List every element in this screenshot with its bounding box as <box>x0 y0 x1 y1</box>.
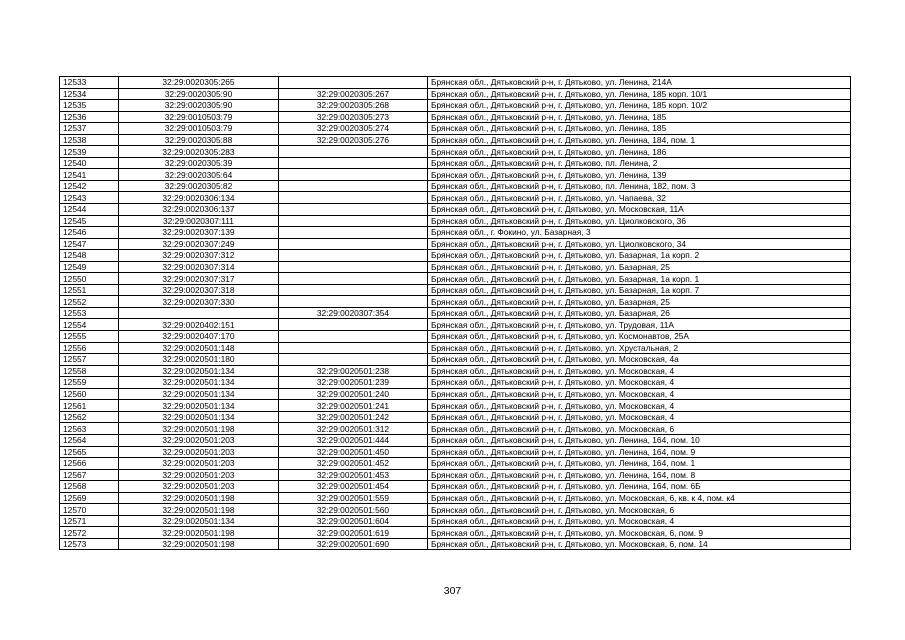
table-row <box>60 423 851 435</box>
table-row <box>60 169 851 181</box>
table-row <box>60 469 851 481</box>
cadastral-number-cell: 32:29:0020305:90 <box>119 100 279 112</box>
cadastral-number-cell: 32:29:0020501:198 <box>119 527 279 539</box>
table-row <box>60 538 851 550</box>
cadastral-number-cell: 32:29:0020307:318 <box>119 284 279 296</box>
address-cell: Брянская обл., Дятьковский р-н, г. Дятьково, ул. Ленина, 164, пом. 6Б <box>428 481 851 493</box>
record-number-cell: 12572 <box>60 527 119 539</box>
cadastral-number-cell: 32:29:0020307:314 <box>119 261 279 273</box>
address-cell: Брянская обл., Дятьковский р-н, г. Дятьково, ул. Ленина, 185 корп. 10/1 <box>428 88 851 100</box>
cadastral-number-cell: 32:29:0020305:39 <box>119 157 279 169</box>
table-row <box>60 515 851 527</box>
address-cell: Брянская обл., Дятьковский р-н, г. Дятьково, ул. Базарная, 1а корп. 1 <box>428 273 851 285</box>
record-number-cell: 12559 <box>60 377 119 389</box>
table-row <box>60 238 851 250</box>
related-cadastral-number-cell: 32:29:0020501:604 <box>279 515 428 527</box>
address-cell: Брянская обл., Дятьковский р-н, г. Дятьково, ул. Московская, 11А <box>428 204 851 216</box>
related-cadastral-number-cell: 32:29:0020501:453 <box>279 469 428 481</box>
registry-body <box>60 77 851 550</box>
cadastral-number-cell: 32:29:0020307:312 <box>119 250 279 262</box>
table-row <box>60 273 851 285</box>
table-row <box>60 504 851 516</box>
record-number-cell: 12550 <box>60 273 119 285</box>
record-number-cell: 12571 <box>60 515 119 527</box>
address-cell: Брянская обл., Дятьковский р-н, г. Дятьково, ул. Московская, 4 <box>428 515 851 527</box>
related-cadastral-number-cell <box>279 146 428 158</box>
cadastral-number-cell: 32:29:0020501:134 <box>119 515 279 527</box>
record-number-cell: 12558 <box>60 365 119 377</box>
address-cell: Брянская обл., Дятьковский р-н, г. Дятьково, ул. Циолковского, 36 <box>428 215 851 227</box>
record-number-cell: 12544 <box>60 204 119 216</box>
record-number-cell: 12570 <box>60 504 119 516</box>
record-number-cell: 12555 <box>60 331 119 343</box>
table-row <box>60 446 851 458</box>
related-cadastral-number-cell <box>279 250 428 262</box>
related-cadastral-number-cell <box>279 180 428 192</box>
table-row <box>60 284 851 296</box>
record-number-cell: 12549 <box>60 261 119 273</box>
cadastral-number-cell: 32:29:0020501:198 <box>119 538 279 550</box>
record-number-cell: 12556 <box>60 342 119 354</box>
record-number-cell: 12552 <box>60 296 119 308</box>
cadastral-number-cell: 32:29:0020501:203 <box>119 446 279 458</box>
table-row <box>60 77 851 89</box>
related-cadastral-number-cell: 32:29:0020501:444 <box>279 434 428 446</box>
record-number-cell: 12560 <box>60 388 119 400</box>
address-cell: Брянская обл., Дятьковский р-н, г. Дятьково, ул. Базарная, 1а корп. 7 <box>428 284 851 296</box>
related-cadastral-number-cell <box>279 284 428 296</box>
address-cell: Брянская обл., Дятьковский р-н, г. Дятьково, ул. Московская, 6, кв. к 4, пом. к4 <box>428 492 851 504</box>
related-cadastral-number-cell <box>279 77 428 89</box>
record-number-cell: 12535 <box>60 100 119 112</box>
cadastral-number-cell: 32:29:0010503:79 <box>119 111 279 123</box>
address-cell: Брянская обл., Дятьковский р-н, г. Дятьково, ул. Ленина, 139 <box>428 169 851 181</box>
table-row <box>60 319 851 331</box>
related-cadastral-number-cell <box>279 215 428 227</box>
related-cadastral-number-cell: 32:29:0020305:273 <box>279 111 428 123</box>
related-cadastral-number-cell: 32:29:0020501:559 <box>279 492 428 504</box>
table-row <box>60 331 851 343</box>
address-cell: Брянская обл., Дятьковский р-н, г. Дятьково, ул. Ленина, 185 <box>428 111 851 123</box>
record-number-cell: 12562 <box>60 411 119 423</box>
address-cell: Брянская обл., Дятьковский р-н, г. Дятьково, ул. Ленина, 184, пом. 1 <box>428 134 851 146</box>
address-cell: Брянская обл., Дятьковский р-н, г. Дятьково, ул. Ленина, 164, пом. 9 <box>428 446 851 458</box>
cadastral-number-cell: 32:29:0020305:90 <box>119 88 279 100</box>
record-number-cell: 12539 <box>60 146 119 158</box>
related-cadastral-number-cell <box>279 227 428 239</box>
record-number-cell: 12538 <box>60 134 119 146</box>
cadastral-number-cell: 32:29:0020307:330 <box>119 296 279 308</box>
address-cell: Брянская обл., Дятьковский р-н, г. Дятьково, ул. Ленина, 185 корп. 10/2 <box>428 100 851 112</box>
cadastral-number-cell: 32:29:0020305:265 <box>119 77 279 89</box>
address-cell: Брянская обл., Дятьковский р-н, г. Дятьково, ул. Чапаева, 32 <box>428 192 851 204</box>
table-row <box>60 365 851 377</box>
record-number-cell: 12551 <box>60 284 119 296</box>
registry-table <box>59 76 851 550</box>
table-row <box>60 296 851 308</box>
address-cell: Брянская обл., Дятьковский р-н, г. Дятьково, ул. Московская, 6 <box>428 423 851 435</box>
table-row <box>60 307 851 319</box>
related-cadastral-number-cell <box>279 319 428 331</box>
related-cadastral-number-cell: 32:29:0020305:267 <box>279 88 428 100</box>
address-cell: Брянская обл., Дятьковский р-н, г. Дятьково, ул. Ленина, 185 <box>428 123 851 135</box>
related-cadastral-number-cell: 32:29:0020501:312 <box>279 423 428 435</box>
cadastral-number-cell: 32:29:0020501:198 <box>119 492 279 504</box>
cadastral-number-cell: 32:29:0020402:151 <box>119 319 279 331</box>
table-row <box>60 250 851 262</box>
cadastral-number-cell: 32:29:0020307:139 <box>119 227 279 239</box>
record-number-cell: 12542 <box>60 180 119 192</box>
cadastral-number-cell: 32:29:0020501:134 <box>119 411 279 423</box>
table-row <box>60 88 851 100</box>
address-cell: Брянская обл., Дятьковский р-н, г. Дятьково, ул. Хрустальная, 2 <box>428 342 851 354</box>
table-row <box>60 111 851 123</box>
cadastral-number-cell: 32:29:0020501:134 <box>119 388 279 400</box>
related-cadastral-number-cell <box>279 204 428 216</box>
related-cadastral-number-cell <box>279 238 428 250</box>
address-cell: Брянская обл., Дятьковский р-н, г. Дятьково, ул. Циолковского, 34 <box>428 238 851 250</box>
page-number: 307 <box>443 585 462 597</box>
record-number-cell: 12566 <box>60 458 119 470</box>
cadastral-number-cell: 32:29:0020501:203 <box>119 481 279 493</box>
address-cell: Брянская обл., Дятьковский р-н, г. Дятьково, ул. Московская, 4 <box>428 388 851 400</box>
cadastral-number-cell: 32:29:0020305:82 <box>119 180 279 192</box>
record-number-cell: 12541 <box>60 169 119 181</box>
related-cadastral-number-cell: 32:29:0020501:450 <box>279 446 428 458</box>
record-number-cell: 12554 <box>60 319 119 331</box>
related-cadastral-number-cell: 32:29:0020307:354 <box>279 307 428 319</box>
record-number-cell: 12573 <box>60 538 119 550</box>
table-row <box>60 180 851 192</box>
address-cell: Брянская обл., Дятьковский р-н, г. Дятьково, ул. Ленина, 214А <box>428 77 851 89</box>
table-row <box>60 134 851 146</box>
cadastral-number-cell: 32:29:0020306:134 <box>119 192 279 204</box>
record-number-cell: 12548 <box>60 250 119 262</box>
related-cadastral-number-cell: 32:29:0020501:241 <box>279 400 428 412</box>
address-cell: Брянская обл., Дятьковский р-н, г. Дятьково, ул. Ленина, 164, пом. 8 <box>428 469 851 481</box>
record-number-cell: 12537 <box>60 123 119 135</box>
record-number-cell: 12568 <box>60 481 119 493</box>
cadastral-number-cell: 32:29:0020305:88 <box>119 134 279 146</box>
address-cell: Брянская обл., Дятьковский р-н, г. Дятьково, пл. Ленина, 182, пом. 3 <box>428 180 851 192</box>
related-cadastral-number-cell <box>279 354 428 366</box>
related-cadastral-number-cell <box>279 169 428 181</box>
cadastral-number-cell: 32:29:0020501:180 <box>119 354 279 366</box>
related-cadastral-number-cell: 32:29:0020501:238 <box>279 365 428 377</box>
table-row <box>60 527 851 539</box>
address-cell: Брянская обл., Дятьковский р-н, г. Дятьково, ул. Базарная, 26 <box>428 307 851 319</box>
cadastral-number-cell: 32:29:0010503:79 <box>119 123 279 135</box>
related-cadastral-number-cell <box>279 273 428 285</box>
cadastral-number-cell: 32:29:0020407:170 <box>119 331 279 343</box>
record-number-cell: 12557 <box>60 354 119 366</box>
cadastral-number-cell: 32:29:0020501:203 <box>119 469 279 481</box>
address-cell: Брянская обл., Дятьковский р-н, г. Дятьково, ул. Московская, 6 <box>428 504 851 516</box>
address-cell: Брянская обл., Дятьковский р-н, г. Дятьково, ул. Космонавтов, 25А <box>428 331 851 343</box>
record-number-cell: 12534 <box>60 88 119 100</box>
address-cell: Брянская обл., Дятьковский р-н, г. Дятьково, ул. Московская, 6, пом. 14 <box>428 538 851 550</box>
related-cadastral-number-cell <box>279 342 428 354</box>
table-row <box>60 192 851 204</box>
table-row <box>60 123 851 135</box>
table-row <box>60 492 851 504</box>
table-row <box>60 157 851 169</box>
cadastral-number-cell: 32:29:0020306:137 <box>119 204 279 216</box>
table-row <box>60 100 851 112</box>
record-number-cell: 12553 <box>60 307 119 319</box>
address-cell: Брянская обл., Дятьковский р-н, г. Дятьково, ул. Московская, 4 <box>428 377 851 389</box>
table-row <box>60 146 851 158</box>
cadastral-number-cell: 32:29:0020501:134 <box>119 365 279 377</box>
table-row <box>60 411 851 423</box>
related-cadastral-number-cell: 32:29:0020501:454 <box>279 481 428 493</box>
cadastral-number-cell: 32:29:0020501:203 <box>119 434 279 446</box>
related-cadastral-number-cell <box>279 331 428 343</box>
record-number-cell: 12540 <box>60 157 119 169</box>
table-row <box>60 354 851 366</box>
table-row <box>60 434 851 446</box>
address-cell: Брянская обл., Дятьковский р-н, г. Дятьково, ул. Московская, 4а <box>428 354 851 366</box>
address-cell: Брянская обл., Дятьковский р-н, г. Дятьково, пл. Ленина, 2 <box>428 157 851 169</box>
cadastral-number-cell: 32:29:0020501:203 <box>119 458 279 470</box>
related-cadastral-number-cell: 32:29:0020305:268 <box>279 100 428 112</box>
record-number-cell: 12569 <box>60 492 119 504</box>
table-row <box>60 215 851 227</box>
address-cell: Брянская обл., Дятьковский р-н, г. Дятьково, ул. Базарная, 25 <box>428 261 851 273</box>
related-cadastral-number-cell: 32:29:0020501:619 <box>279 527 428 539</box>
address-cell: Брянская обл., Дятьковский р-н, г. Дятьково, ул. Московская, 4 <box>428 411 851 423</box>
record-number-cell: 12545 <box>60 215 119 227</box>
record-number-cell: 12547 <box>60 238 119 250</box>
related-cadastral-number-cell: 32:29:0020305:276 <box>279 134 428 146</box>
cadastral-number-cell: 32:29:0020501:134 <box>119 377 279 389</box>
related-cadastral-number-cell <box>279 296 428 308</box>
record-number-cell: 12563 <box>60 423 119 435</box>
record-number-cell: 12567 <box>60 469 119 481</box>
related-cadastral-number-cell: 32:29:0020501:240 <box>279 388 428 400</box>
cadastral-number-cell <box>119 307 279 319</box>
record-number-cell: 12536 <box>60 111 119 123</box>
cadastral-number-cell: 32:29:0020307:111 <box>119 215 279 227</box>
related-cadastral-number-cell: 32:29:0020501:560 <box>279 504 428 516</box>
cadastral-number-cell: 32:29:0020307:317 <box>119 273 279 285</box>
address-cell: Брянская обл., Дятьковский р-н, г. Дятьково, ул. Московская, 4 <box>428 400 851 412</box>
cadastral-number-cell: 32:29:0020501:134 <box>119 400 279 412</box>
table-row <box>60 204 851 216</box>
address-cell: Брянская обл., Дятьковский р-н, г. Дятьково, ул. Ленина, 186 <box>428 146 851 158</box>
record-number-cell: 12564 <box>60 434 119 446</box>
address-cell: Брянская обл., Дятьковский р-н, г. Дятьково, ул. Московская, 4 <box>428 365 851 377</box>
address-cell: Брянская обл., Дятьковский р-н, г. Дятьково, ул. Ленина, 164, пом. 10 <box>428 434 851 446</box>
table-row <box>60 400 851 412</box>
table-row <box>60 458 851 470</box>
table-row <box>60 388 851 400</box>
address-cell: Брянская обл., Дятьковский р-н, г. Дятьково, ул. Трудовая, 11А <box>428 319 851 331</box>
record-number-cell: 12533 <box>60 77 119 89</box>
table-row <box>60 261 851 273</box>
address-cell: Брянская обл., Дятьковский р-н, г. Дятьково, ул. Базарная, 25 <box>428 296 851 308</box>
record-number-cell: 12543 <box>60 192 119 204</box>
cadastral-number-cell: 32:29:0020501:148 <box>119 342 279 354</box>
related-cadastral-number-cell: 32:29:0020501:452 <box>279 458 428 470</box>
cadastral-number-cell: 32:29:0020305:283 <box>119 146 279 158</box>
record-number-cell: 12546 <box>60 227 119 239</box>
record-number-cell: 12561 <box>60 400 119 412</box>
cadastral-number-cell: 32:29:0020501:198 <box>119 423 279 435</box>
record-number-cell: 12565 <box>60 446 119 458</box>
table-row <box>60 377 851 389</box>
table-row <box>60 342 851 354</box>
related-cadastral-number-cell: 32:29:0020501:690 <box>279 538 428 550</box>
cadastral-number-cell: 32:29:0020307:249 <box>119 238 279 250</box>
table-row <box>60 227 851 239</box>
related-cadastral-number-cell: 32:29:0020305:274 <box>279 123 428 135</box>
table-row <box>60 481 851 493</box>
cadastral-number-cell: 32:29:0020305:64 <box>119 169 279 181</box>
address-cell: Брянская обл., Дятьковский р-н, г. Дятьково, ул. Московская, 6, пом. 9 <box>428 527 851 539</box>
cadastral-number-cell: 32:29:0020501:198 <box>119 504 279 516</box>
related-cadastral-number-cell <box>279 261 428 273</box>
related-cadastral-number-cell <box>279 192 428 204</box>
related-cadastral-number-cell: 32:29:0020501:239 <box>279 377 428 389</box>
address-cell: Брянская обл., г. Фокино, ул. Базарная, 3 <box>428 227 851 239</box>
related-cadastral-number-cell: 32:29:0020501:242 <box>279 411 428 423</box>
related-cadastral-number-cell <box>279 157 428 169</box>
address-cell: Брянская обл., Дятьковский р-н, г. Дятьково, ул. Ленина, 164, пом. 1 <box>428 458 851 470</box>
address-cell: Брянская обл., Дятьковский р-н, г. Дятьково, ул. Базарная, 1а корп. 2 <box>428 250 851 262</box>
